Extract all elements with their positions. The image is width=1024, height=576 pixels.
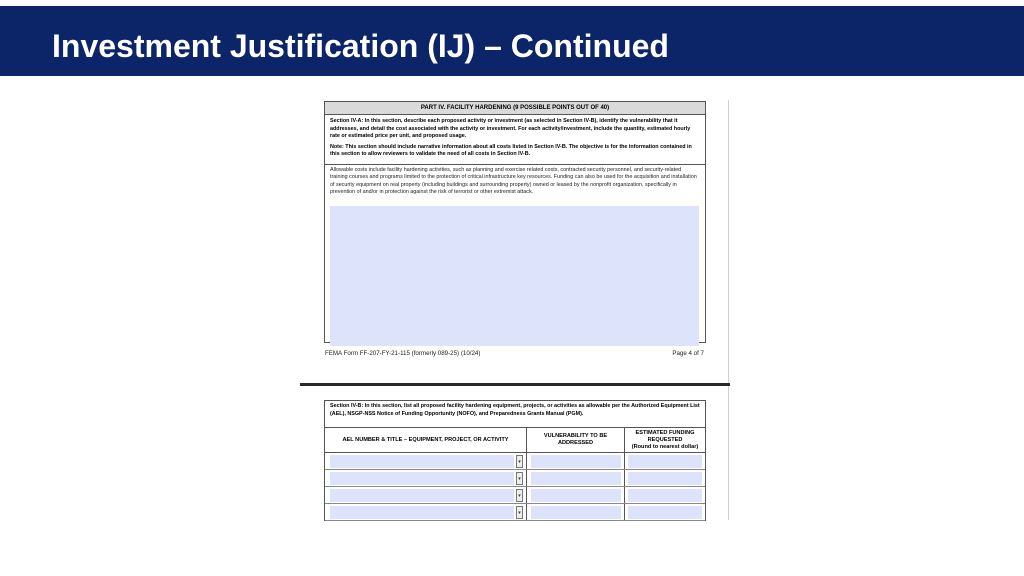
ael-select-field[interactable] [330,489,514,502]
table-row [325,453,705,470]
vulnerability-field[interactable] [531,455,621,468]
vulnerability-field[interactable] [531,489,621,502]
funding-field[interactable] [628,455,702,468]
col-funding-header [625,428,705,452]
section-iv-b-instructions: Section IV-B: In this section, list all proposed facility hardening equipment, projects, or activities as allowable per the Authorized Equipment List (AEL), NSGP-NSS Notice of Funding Opportunity (NOFO), and Preparedness Grants Manual (PGM). [325,401,705,428]
table-row [325,504,705,521]
form-page-5 [324,400,706,521]
funding-field[interactable] [628,489,702,502]
form-footer-number: FEMA Form FF-207-FY-21-115 (formerly 089-25) (10/24) [325,350,481,357]
part-iv-heading: PART IV. FACILITY HARDENING (9 POSSIBLE POINTS OUT OF 40) [325,102,705,115]
section-iv-a-text: Section IV-A: In this section, describe each proposed activity or investment (as selected in Section IV-B), identify the vulnerability that it addresses, and detail the cost associated with the activity or investment. For each activity/investment, include the quantity, estimated hourly rate or estimated price per unit, and proposed usage. [330,118,691,140]
section-iv-a-narrative-field[interactable] [330,206,699,346]
ael-select-field[interactable] [330,506,514,519]
dropdown-arrow-icon[interactable]: ▾ [516,455,523,468]
table-row [325,470,705,487]
vulnerability-field[interactable] [531,472,621,485]
dropdown-arrow-icon[interactable]: ▾ [516,489,523,502]
table-row [325,487,705,504]
col-vulnerability-header: VULNERABILITY TO BE ADDRESSED [527,428,625,452]
section-iv-a-instructions [325,115,705,165]
equipment-table-header [325,428,705,453]
dropdown-arrow-icon[interactable]: ▾ [516,472,523,485]
section-iv-a-note: Note: This section should include narrative information about all costs listed in Section IV-B. The objective is for the information contained in this section to allow reviewers to validate the need of all costs in Section IV-B. [330,143,692,158]
page-edge-line [728,100,729,520]
funding-field[interactable] [628,506,702,519]
vulnerability-field[interactable] [531,506,621,519]
col-ael-header: AEL NUMBER & TITLE – EQUIPMENT, PROJECT, OR ACTIVITY [325,428,527,452]
col-funding-subtitle: (Round to nearest dollar) [631,443,699,450]
form-page-4 [324,101,706,343]
allowable-costs-text: Allowable costs include facility hardening activities, such as planning and exercise related costs, contracted security personnel, and security-related training courses and programs limited to the protection of critical infrastructure key resources. Funding can also be used for the acquisition and installation of security equipment on real property (including buildings and surrounding property) owned or leased by the nonprofit organization, specifically in prevention of and/or in protection against the risk of terrorist or other extremist attack. [330,166,697,196]
page-break-divider [300,383,730,386]
col-funding-title: ESTIMATED FUNDING REQUESTED [635,429,695,443]
ael-select-field[interactable] [330,472,514,485]
form-footer-page: Page 4 of 7 [672,350,704,357]
dropdown-arrow-icon[interactable]: ▾ [516,506,523,519]
slide-title: Investment Justification (IJ) – Continued [52,28,669,64]
ael-select-field[interactable] [330,455,514,468]
funding-field[interactable] [628,472,702,485]
form-screenshot [300,96,732,520]
title-bar [0,6,1024,76]
